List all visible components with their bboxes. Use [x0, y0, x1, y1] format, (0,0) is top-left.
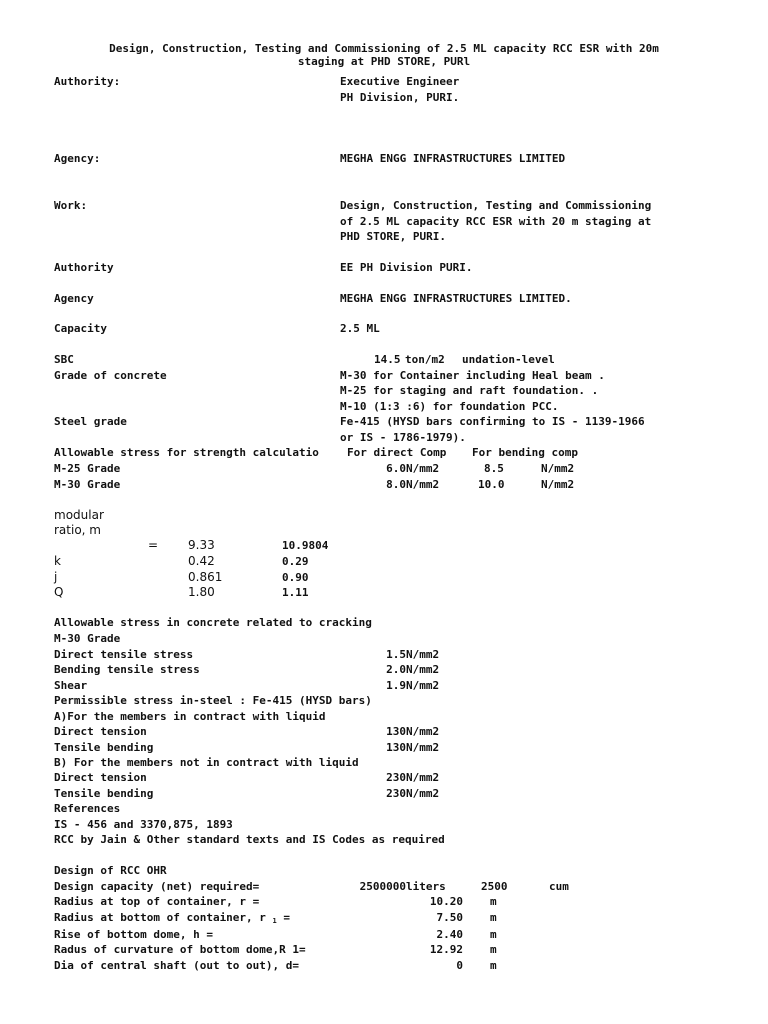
capacity-required-value: 2500000	[359, 880, 406, 893]
modular-label-1: modular	[54, 508, 104, 522]
radius-bottom-label: Radius at bottom of container, r	[54, 911, 266, 924]
bending-tensile-value: 2.0	[386, 663, 406, 676]
capacity-value: 2.5 ML	[340, 322, 380, 335]
direct-comp-header: For direct Comp	[347, 446, 447, 459]
radius-bottom-subscript: 1	[272, 917, 277, 925]
authority-label: Authority:	[54, 75, 121, 88]
authority2-label: Authority	[54, 261, 114, 274]
capacity-required-label: Design capacity (net) required=	[54, 880, 260, 893]
m25-bending-unit: N/mm2	[541, 462, 575, 475]
references-heading: References	[54, 802, 121, 815]
m25-bending-value: 8.5	[484, 462, 504, 475]
shaft-dia-value: 0	[456, 959, 463, 972]
rise-unit: m	[490, 928, 497, 941]
b-tensile-bending-label: Tensile bending	[54, 787, 154, 800]
references-line-2: RCC by Jain & Other standard texts and IS Codes as required	[54, 833, 445, 846]
b-tensile-bending-value: 230	[386, 787, 406, 800]
allowable-stress-label: Allowable stress for strength calculatio	[54, 446, 319, 459]
sbc-unit: ton/m2	[405, 353, 445, 366]
radius-top-label: Radius at top of container, r =	[54, 895, 260, 908]
m30-label: M-30 Grade	[54, 478, 121, 491]
shear-label: Shear	[54, 679, 88, 692]
k-label: k	[54, 554, 61, 568]
capacity-required-unit: liters	[406, 880, 446, 893]
k-value-2: 0.29	[282, 555, 309, 568]
curvature-value: 12.92	[429, 943, 463, 956]
agency2-label: Agency	[54, 292, 94, 305]
shear-unit: N/mm2	[406, 679, 440, 692]
bending-comp-header: For bending comp	[472, 446, 578, 459]
rise-label: Rise of bottom dome, h =	[54, 928, 213, 941]
b-tensile-bending-unit: N/mm2	[406, 787, 440, 800]
cracking-grade: M-30 Grade	[54, 632, 121, 645]
authority-line-2: PH Division, PURI.	[340, 91, 460, 104]
title-line-2: staging at PHD STORE, PURl	[297, 55, 471, 68]
curvature-unit: m	[490, 943, 497, 956]
j-value-1: 0.861	[188, 570, 223, 584]
m30-direct-unit: N/mm2	[406, 478, 440, 491]
direct-tensile-unit: N/mm2	[406, 648, 440, 661]
title-line-1: Design, Construction, Testing and Commissioning of 2.5 ML capacity RCC ESR with 20m	[109, 42, 659, 55]
permissible-heading: Permissible stress in-steel : Fe-415 (HYSD bars)	[54, 694, 372, 707]
direct-tensile-value: 1.5	[386, 648, 406, 661]
capacity-required-value-2: 2500	[481, 880, 508, 893]
b-direct-tension-unit: N/mm2	[406, 771, 440, 784]
radius-top-value: 10.20	[429, 895, 463, 908]
radius-bottom-value: 7.50	[436, 911, 463, 924]
m30-bending-value: 10.0	[478, 478, 505, 491]
m30-direct-value: 8.0	[386, 478, 406, 491]
work-label: Work:	[54, 199, 88, 212]
permissible-a-heading: A)For the members in contract with liquid	[54, 710, 326, 723]
agency-label: Agency:	[54, 152, 101, 165]
steel-label: Steel grade	[54, 415, 127, 428]
grade-line-1: M-30 for Container including Heal beam .	[340, 369, 605, 382]
grade-label: Grade of concrete	[54, 369, 167, 382]
m25-direct-value: 6.0	[386, 462, 406, 475]
radius-bottom-equals: =	[283, 911, 291, 924]
capacity-label: Capacity	[54, 322, 107, 335]
rise-value: 2.40	[436, 928, 463, 941]
work-line-2: of 2.5 ML capacity RCC ESR with 20 m staging at	[340, 215, 652, 228]
a-tensile-bending-value: 130	[386, 741, 406, 754]
m30-bending-unit: N/mm2	[541, 478, 575, 491]
a-direct-tension-unit: N/mm2	[406, 725, 440, 738]
a-tensile-bending-label: Tensile bending	[54, 741, 154, 754]
m-value-1: 9.33	[188, 538, 215, 552]
radius-bottom-unit: m	[490, 911, 497, 924]
authority-line-1: Executive Engineer	[340, 75, 460, 88]
b-direct-tension-value: 230	[386, 771, 406, 784]
a-direct-tension-label: Direct tension	[54, 725, 147, 738]
curvature-label: Radus of curvature of bottom dome,R 1=	[54, 943, 306, 956]
capacity-required-unit-2: cum	[549, 880, 569, 893]
m-value-2: 10.9804	[282, 539, 329, 552]
bending-tensile-unit: N/mm2	[406, 663, 440, 676]
radius-top-unit: m	[490, 895, 497, 908]
equals-sign: =	[148, 538, 159, 552]
steel-line-2: or IS - 1786-1979).	[340, 431, 466, 444]
a-direct-tension-value: 130	[386, 725, 406, 738]
cracking-heading: Allowable stress in concrete related to cracking	[54, 616, 372, 629]
m25-direct-unit: N/mm2	[406, 462, 440, 475]
references-line-1: IS - 456 and 3370,875, 1893	[54, 818, 233, 831]
authority2-value: EE PH Division PURI.	[340, 261, 473, 274]
q-value-1: 1.80	[188, 585, 215, 599]
q-value-2: 1.11	[282, 586, 309, 599]
grade-line-2: M-25 for staging and raft foundation. .	[340, 384, 599, 397]
design-heading: Design of RCC OHR	[54, 864, 167, 877]
work-line-3: PHD STORE, PURI.	[340, 230, 446, 243]
q-label: Q	[54, 585, 64, 599]
a-tensile-bending-unit: N/mm2	[406, 741, 440, 754]
grade-line-3: M-10 (1:3 :6) for foundation PCC.	[340, 400, 559, 413]
sbc-note: undation-level	[462, 353, 555, 366]
permissible-b-heading: B) For the members not in contract with liquid	[54, 756, 359, 769]
j-value-2: 0.90	[282, 571, 309, 584]
modular-label-2: ratio, m	[54, 523, 101, 537]
j-label: j	[54, 570, 58, 584]
sbc-label: SBC	[54, 353, 74, 366]
sbc-value: 14.5	[374, 353, 401, 366]
steel-line-1: Fe-415 (HYSD bars confirming to IS - 1139-1966	[340, 415, 645, 428]
radius-bottom-row	[54, 911, 290, 928]
m25-label: M-25 Grade	[54, 462, 121, 475]
shaft-dia-label: Dia of central shaft (out to out), d=	[54, 959, 300, 972]
direct-tensile-label: Direct tensile stress	[54, 648, 194, 661]
b-direct-tension-label: Direct tension	[54, 771, 147, 784]
k-value-1: 0.42	[188, 554, 215, 568]
work-line-1: Design, Construction, Testing and Commissioning	[340, 199, 652, 212]
shaft-dia-unit: m	[490, 959, 497, 972]
agency2-value: MEGHA ENGG INFRASTRUCTURES LIMITED.	[340, 292, 572, 305]
shear-value: 1.9	[386, 679, 406, 692]
bending-tensile-label: Bending tensile stress	[54, 663, 200, 676]
agency-value: MEGHA ENGG INFRASTRUCTURES LIMITED	[340, 152, 566, 165]
